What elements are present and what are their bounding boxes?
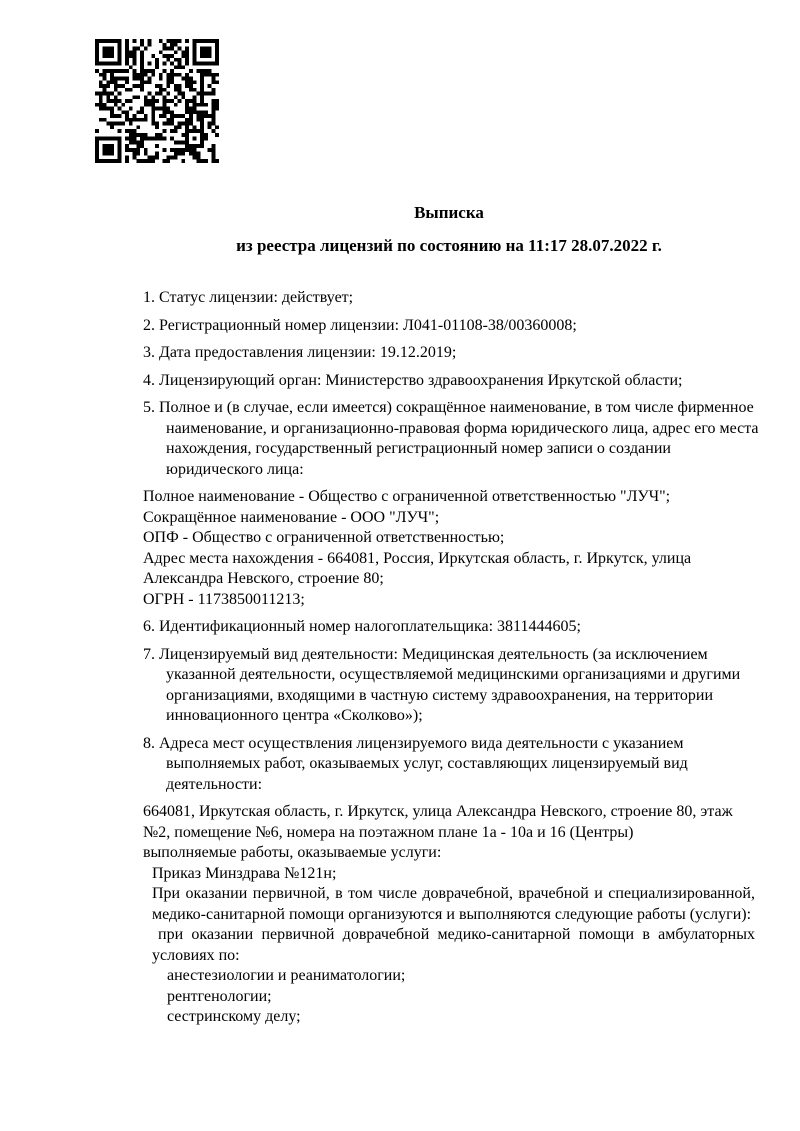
text-line: 664081, Иркутская область, г. Иркутск, улица Александра Невского, строение 80, этаж [143, 803, 733, 820]
license-registration-number [143, 316, 755, 337]
document-body [143, 288, 759, 1028]
text-line: организациями, входящими в частную систему здравоохранения, на территории [166, 686, 714, 704]
document-content [143, 202, 759, 1028]
licensed-activity-type [143, 645, 755, 727]
text-line: Полное наименование - Общество с ограниченной ответственностью "ЛУЧ"; [143, 488, 671, 505]
text-line: выполняемые работы, оказываемые услуги: [143, 844, 442, 861]
text-line: 8. Адреса мест осуществления лицензируемого вида деятельности с указанием [143, 734, 684, 752]
text-line: Приказ Минздрава №121н; [152, 864, 337, 882]
license-grant-date [143, 343, 755, 364]
activity-address [143, 802, 755, 864]
document-title: Выписка [414, 203, 484, 222]
text-line: Александра Невского, строение 80; [143, 570, 384, 587]
text-line: деятельности: [166, 775, 263, 793]
text-line: 5. Полное и (в случае, если имеется) сокращённое наименование, в том числе фирменное [143, 399, 754, 416]
org-name-heading [143, 398, 759, 480]
text-line: Адрес места нахождения - 664081, Россия, Иркутская область, г. Иркутск, улица [143, 549, 692, 567]
document-subtitle: из реестра лицензий по состоянию на 11:17 28.07.2022 г. [236, 236, 662, 255]
text-line: рентгенологии; [167, 987, 272, 1005]
text-line: 7. Лицензируемый вид деятельности: Медицинская деятельность (за исключением [143, 645, 708, 663]
text-line: 1. Статус лицензии: действует; [143, 289, 354, 306]
qr-code-icon [95, 39, 219, 163]
text-line: ОПФ - Общество с ограниченной ответственностью; [143, 529, 505, 546]
taxpayer-number [143, 617, 755, 638]
text-line: медико-санитарной помощи организуются и выполняются следующие работы (услуги): [152, 905, 752, 923]
text-line: условиях по: [152, 946, 240, 964]
text-line: При оказании первичной, в том числе доврачебной, врачебной и специализированной, [152, 885, 755, 902]
text-line: нахождения, государственный регистрационный номер записи о создании [166, 440, 671, 457]
text-line: 4. Лицензирующий орган: Министерство здравоохранения Иркутской области; [143, 371, 683, 389]
licensing-authority [143, 371, 755, 392]
activity-addresses-heading [143, 734, 755, 796]
text-line: 6. Идентификационный номер налогоплательщика: 3811444605; [143, 618, 581, 635]
text-line: юридического лица: [166, 460, 304, 478]
text-line: 2. Регистрационный номер лицензии: Л041-01108-38/00360008; [143, 316, 577, 334]
text-line: №2, помещение №6, номера на поэтажном плане 1а - 10а и 16 (Центры) [143, 823, 634, 841]
text-line: выполняемых работ, оказываемых услуг, составляющих лицензируемый вид [166, 755, 688, 772]
text-line: анестезиологии и реаниматологии; [167, 967, 406, 984]
org-details [143, 487, 755, 610]
license-status [143, 288, 755, 309]
works-services-list [143, 864, 755, 1028]
text-line: при оказании первичной доврачебной медико-санитарной помощи в амбулаторных [158, 926, 755, 943]
text-line: 3. Дата предоставления лицензии: 19.12.2019; [143, 344, 457, 361]
text-line: наименование, и организационно-правовая форма юридического лица, адрес его места [166, 419, 759, 437]
text-line: ОГРН - 1173850011213; [143, 590, 305, 608]
text-line: сестринскому делу; [167, 1008, 301, 1025]
text-line: Сокращённое наименование - ООО "ЛУЧ"; [143, 508, 440, 526]
text-line: инновационного центра «Сколково»); [166, 707, 423, 724]
text-line: указанной деятельности, осуществляемой медицинскими организациями и другими [166, 666, 741, 683]
